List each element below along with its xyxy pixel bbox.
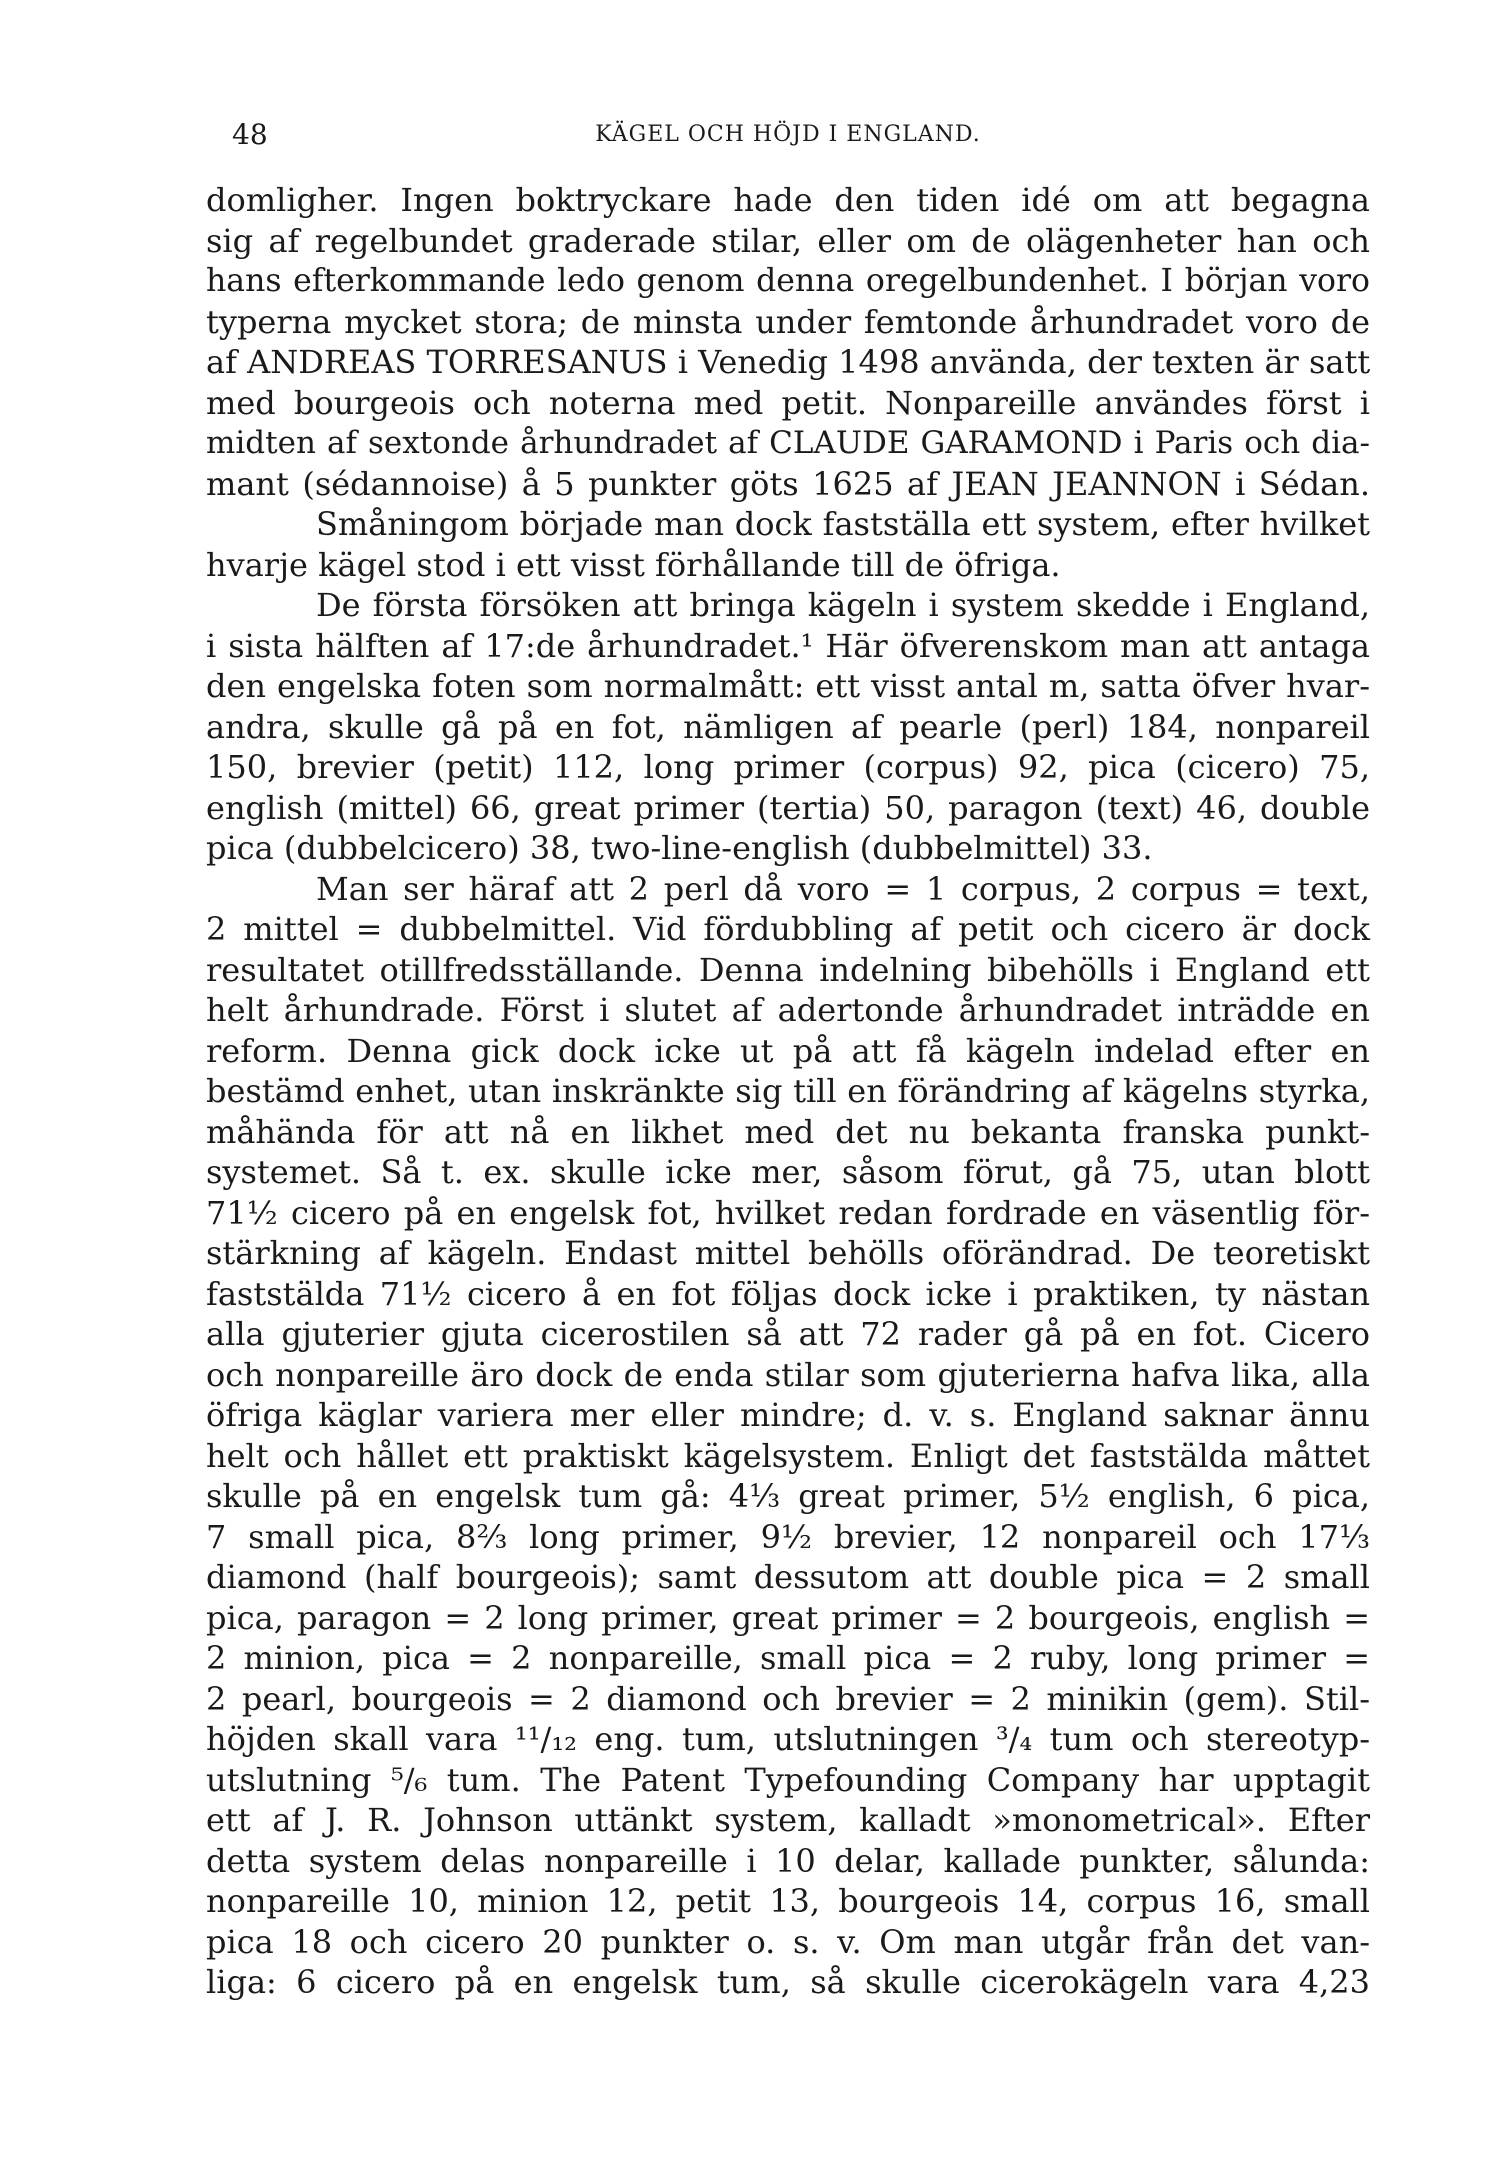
text-line: med bourgeois och noterna med petit. Nonpareille användes först i: [206, 383, 1370, 422]
text-line: hvarje kägel stod i ett visst förhållande till de öfriga.: [206, 545, 1061, 584]
text-line: 7 small pica, 8⅔ long primer, 9½ brevier, 12 nonpareil och 17⅓: [206, 1517, 1370, 1556]
page-header: [206, 118, 1370, 158]
text-line: resultatet otillfredsställande. Denna indelning bibehölls i England ett: [206, 950, 1370, 989]
text-line: pica (dubbelcicero) 38, two-line-english (dubbelmittel) 33.: [206, 829, 1153, 867]
body-text: [206, 180, 1370, 2003]
text-line: andra, skulle gå på en fot, nämligen af pearle (perl) 184, nonpareil: [206, 707, 1370, 746]
text-line: liga: 6 cicero på en engelsk tum, så skulle cicerokägeln vara 4,23: [206, 1963, 1370, 2001]
text-line: pica 18 och cicero 20 punkter o. s. v. Om man utgår från det van-: [206, 1922, 1370, 1961]
text-line: Småningom började man dock fastställa ett system, efter hvilket: [316, 505, 1370, 543]
running-title: KÄGEL OCH HÖJD I ENGLAND.: [595, 122, 981, 147]
text-line: De första försöken att bringa kägeln i system skedde i England,: [316, 586, 1370, 624]
text-line: måhända för att nå en likhet med det nu bekanta franska punkt-: [206, 1112, 1370, 1151]
text-line: af ANDREAS TORRESANUS i Venedig 1498 använda, der texten är satt: [206, 343, 1371, 381]
text-line: detta system delas nonpareille i 10 delar, kallade punkter, sålunda:: [206, 1841, 1370, 1880]
text-line: stärkning af kägeln. Endast mittel behölls oförändrad. De teoretiskt: [206, 1234, 1370, 1272]
text-line: bestämd enhet, utan inskränkte sig till en förändring af kägelns styrka,: [206, 1072, 1370, 1110]
text-line: midten af sextonde århundradet af CLAUDE GARAMOND i Paris och dia-: [206, 425, 1370, 461]
text-line: i sista hälften af 17:de århundradet.¹ Här öfverenskom man att antaga: [206, 626, 1370, 665]
text-line: reform. Denna gick dock icke ut på att få kägeln indelad efter en: [206, 1031, 1370, 1070]
text-line: domligher. Ingen boktryckare hade den tiden idé om att begagna: [206, 181, 1370, 219]
text-line: pica, paragon = 2 long primer, great primer = 2 bourgeois, english =: [206, 1598, 1370, 1637]
text-line: helt århundrade. Först i slutet af adertonde århundradet inträdde en: [206, 991, 1370, 1029]
page-number: 48: [232, 118, 268, 151]
text-line: systemet. Så t. ex. skulle icke mer, såsom förut, gå 75, utan blott: [206, 1153, 1370, 1191]
text-line: nonpareille 10, minion 12, petit 13, bourgeois 14, corpus 16, small: [206, 1882, 1370, 1920]
text-line: Man ser häraf att 2 perl då voro = 1 corpus, 2 corpus = text,: [316, 869, 1370, 908]
text-line: 2 minion, pica = 2 nonpareille, small pica = 2 ruby, long primer =: [206, 1639, 1370, 1677]
text-line: sig af regelbundet graderade stilar, eller om de olägenheter han och: [206, 221, 1370, 260]
text-line: mant (sédannoise) å 5 punkter göts 1625 af JEAN JEANNON i Sédan.: [206, 464, 1370, 503]
text-line: höjden skall vara ¹¹/₁₂ eng. tum, utslutningen ³/₄ tum och stereotyp-: [206, 1720, 1370, 1758]
text-line: 150, brevier (petit) 112, long primer (corpus) 92, pica (cicero) 75,: [206, 748, 1370, 786]
text-line: 71½ cicero på en engelsk fot, hvilket redan fordrade en väsentlig för-: [206, 1193, 1370, 1232]
text-line: english (mittel) 66, great primer (tertia) 50, paragon (text) 46, double: [206, 788, 1370, 827]
text-line: 2 pearl, bourgeois = 2 diamond och brevier = 2 minikin (gem). Stil-: [206, 1679, 1370, 1718]
text-line: och nonpareille äro dock de enda stilar som gjuterierna hafva lika, alla: [206, 1355, 1370, 1394]
text-line: skulle på en engelsk tum gå: 4⅓ great primer, 5½ english, 6 pica,: [206, 1477, 1370, 1515]
text-line: utslutning ⁵/₆ tum. The Patent Typefounding Company har upptagit: [206, 1760, 1370, 1799]
text-line: typerna mycket stora; de minsta under femtonde århundradet voro de: [206, 302, 1370, 341]
text-line: diamond (half bourgeois); samt dessutom att double pica = 2 small: [206, 1558, 1370, 1596]
text-line: faststälda 71½ cicero å en fot följas dock icke i praktiken, ty nästan: [206, 1274, 1370, 1313]
text-line: den engelska foten som normalmått: ett visst antal m, satta öfver hvar-: [206, 667, 1370, 705]
text-line: ett af J. R. Johnson uttänkt system, kalladt »monometrical». Efter: [206, 1801, 1370, 1839]
text-line: helt och hållet ett praktiskt kägelsystem. Enligt det faststälda måttet: [206, 1436, 1370, 1475]
text-line: alla gjuterier gjuta cicerostilen så att 72 rader gå på en fot. Cicero: [206, 1315, 1370, 1353]
text-line: 2 mittel = dubbelmittel. Vid fördubbling af petit och cicero är dock: [206, 910, 1370, 948]
text-line: hans efterkommande ledo genom denna oregelbundenhet. I början voro: [206, 263, 1370, 299]
text-line: öfriga käglar variera mer eller mindre; d. v. s. England saknar ännu: [206, 1396, 1370, 1434]
